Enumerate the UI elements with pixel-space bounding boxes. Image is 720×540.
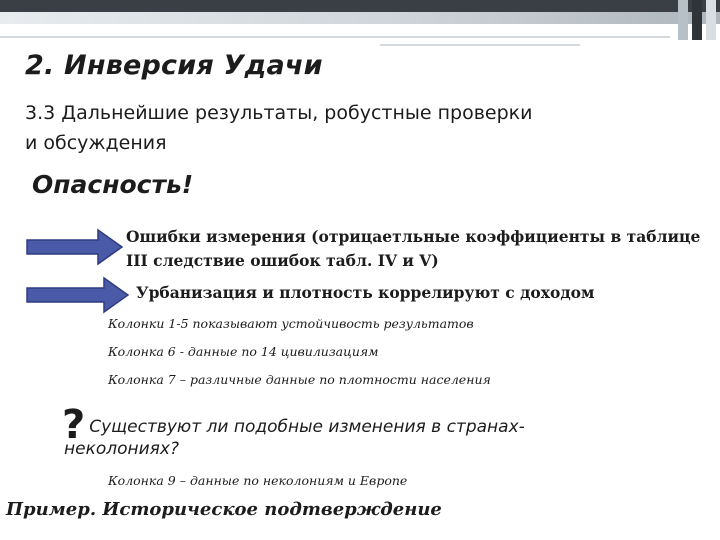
column-note: Колонки 1-5 показывают устойчивость результатов xyxy=(108,316,474,331)
bullet-urbanization: Урбанизация и плотность коррелируют с доходом xyxy=(136,283,595,302)
column-note: Колонка 9 – данные по неколониям и Европе xyxy=(108,473,408,488)
question-text: Существуют ли подобные изменения в странах- xyxy=(89,417,525,437)
header-accent-stripe xyxy=(692,0,702,40)
arrow-right-icon xyxy=(26,276,130,314)
question-text-continued: неколониях? xyxy=(64,439,179,459)
decor-line xyxy=(380,44,580,46)
arrow-right-icon xyxy=(26,228,124,266)
decor-line xyxy=(0,36,670,38)
example-heading: Пример. Историческое подтверждение xyxy=(6,499,442,520)
header-accent-stripe xyxy=(678,0,688,40)
slide-subtitle: 3.3 Дальнейшие результаты, робустные проверки и обсуждения xyxy=(25,102,533,154)
header-accent-stripe xyxy=(706,0,716,40)
header-gradient xyxy=(0,12,720,24)
slide-title: 2. Инверсия Удачи xyxy=(25,50,323,81)
column-note: Колонка 6 - данные по 14 цивилизациям xyxy=(108,344,379,359)
bullet-measurement-errors: Ошибки измерения (отрицаетльные коэффициенты в таблице III следствие ошибок табл. IV и V) xyxy=(126,227,701,270)
column-note: Колонка 7 – различные данные по плотности населения xyxy=(108,372,491,387)
header-bar xyxy=(0,0,720,12)
question-mark: ? xyxy=(62,402,86,448)
warning-heading: Опасность! xyxy=(32,170,194,199)
